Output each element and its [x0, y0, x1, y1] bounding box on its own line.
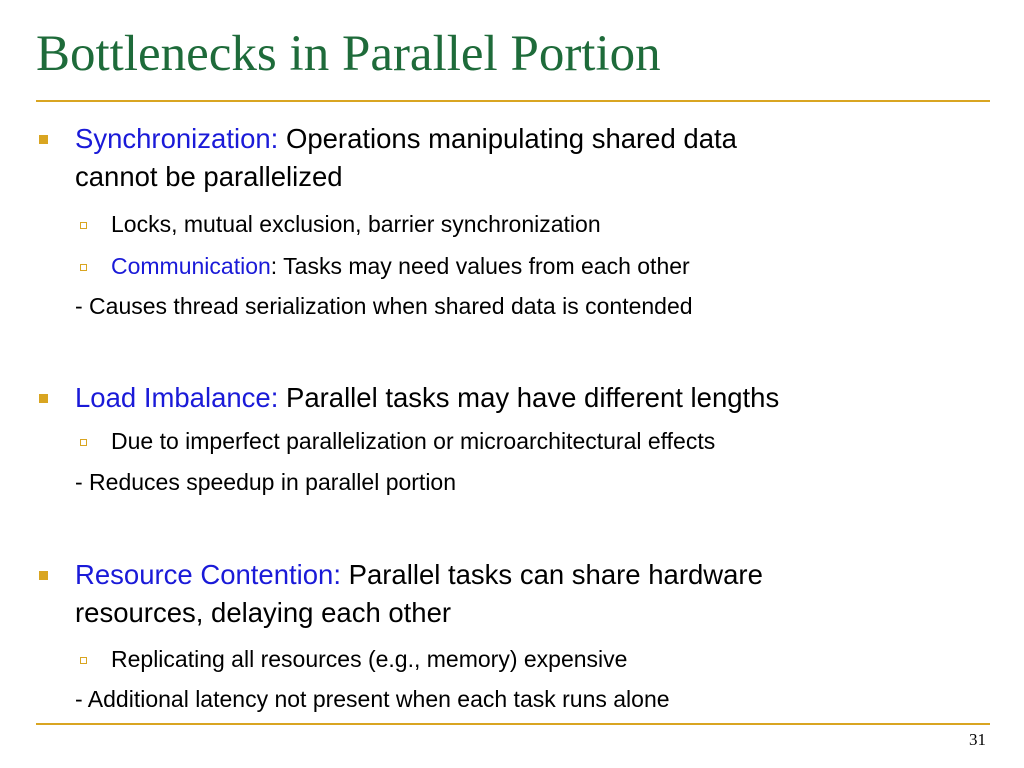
sub-bullet-text: Locks, mutual exclusion, barrier synchronization [111, 211, 601, 237]
square-bullet-icon [39, 394, 48, 403]
title-divider [36, 100, 990, 102]
hollow-square-bullet-icon [80, 264, 87, 271]
sub-bullet-text: : Tasks may need values from each other [270, 253, 690, 279]
sub-bullet-locks [111, 209, 601, 239]
bullet-load-imbalance [75, 379, 955, 417]
square-bullet-icon [39, 135, 48, 144]
hollow-square-bullet-icon [80, 657, 87, 664]
footer-divider [36, 723, 990, 725]
sub-bullet-replicating-resources [111, 644, 627, 674]
bullet-text: Parallel tasks can share hardware [341, 559, 763, 590]
consequence-note: - Reduces speedup in parallel portion [75, 469, 457, 495]
bullet-term: Resource Contention: [75, 559, 341, 590]
consequence-note: - Causes thread serialization when shared data is contended [75, 293, 693, 319]
sub-bullet-text: Due to imperfect parallelization or microarchitectural effects [111, 428, 716, 454]
sub-bullet-communication [111, 251, 690, 281]
sub-bullet-term: Communication [111, 253, 271, 279]
bullet-text: Operations manipulating shared data [278, 123, 737, 154]
bullet-text-continued: cannot be parallelized [75, 161, 343, 192]
square-bullet-icon [39, 571, 48, 580]
bullet-resource-contention [75, 556, 955, 632]
consequence-note: - Additional latency not present when each task runs alone [75, 686, 670, 712]
bullet-term: Synchronization: [75, 123, 279, 154]
sub-bullet-imperfect-parallelization [111, 426, 715, 456]
page-number: 31 [969, 730, 986, 749]
hollow-square-bullet-icon [80, 439, 87, 446]
bullet-term: Load Imbalance: [75, 382, 279, 413]
bullet-synchronization [75, 120, 955, 196]
sub-bullet-text: Replicating all resources (e.g., memory) expensive [111, 646, 628, 672]
hollow-square-bullet-icon [80, 222, 87, 229]
bullet-text-continued: resources, delaying each other [75, 597, 452, 628]
slide-title: Bottlenecks in Parallel Portion [36, 26, 661, 82]
bullet-text: Parallel tasks may have different lengths [278, 382, 780, 413]
